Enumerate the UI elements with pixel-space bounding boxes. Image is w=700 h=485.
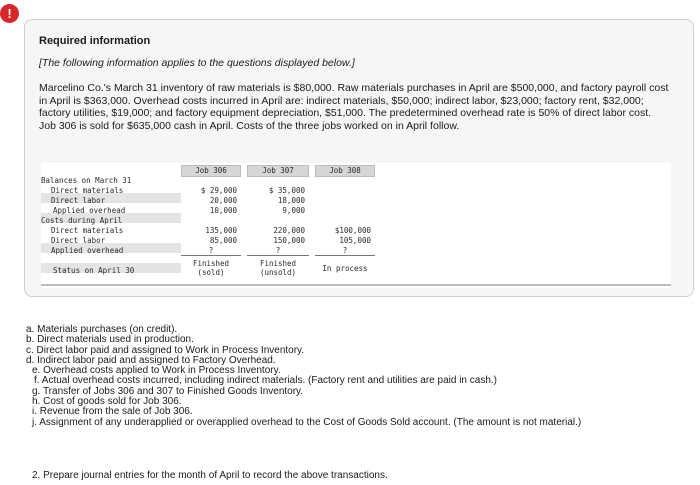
panel-note: [The following information applies to the questions displayed below.] (39, 57, 355, 69)
cell: 220,000 (273, 226, 305, 235)
question-prompt: 2. Prepare journal entries for the month of April to record the above transactions. (32, 470, 388, 481)
section-costs: Costs during April (41, 216, 123, 225)
col-job-306: Job 306 (181, 165, 241, 177)
table-bottom-rule (41, 284, 671, 286)
job-cost-table (41, 163, 671, 288)
status-job-306: Finished (192, 259, 230, 268)
list-item: j. Assignment of any underapplied or overapplied overhead to the Cost of Goods Sold account. (The amount is not material.) (32, 416, 582, 428)
row-label: Applied overhead (51, 246, 124, 255)
cell: $ 35,000 (268, 186, 305, 195)
list-item: h. Cost of goods sold for Job 306. (32, 396, 182, 408)
col-job-308: Job 308 (315, 165, 375, 177)
panel-heading: Required information (39, 35, 151, 47)
list-item: g. Transfer of Jobs 306 and 307 to Finished Goods Inventory. (32, 385, 304, 397)
list-item: i. Revenue from the sale of Job 306. (32, 406, 193, 418)
problem-description: Marcelino Co.'s March 31 inventory of raw materials is $80,000. Raw materials purchases in April are $500,000, and factory payroll cost in April is $363,000. Overhead costs incurred in April are: indirect materials, $50,000; indirect labor, $23,000; factory rent, $32,000; factory utilities, $19,000; and factory equipment depreciation, $51,000. The predetermined overhead rate is 50% of direct labor cost. Job 306 is sold for $635,000 cash in April. Costs of the three jobs worked on in April follow. (39, 82, 669, 132)
cell: ? (275, 246, 281, 255)
cell: 85,000 (209, 236, 237, 245)
cell: ? (342, 246, 348, 255)
cell: 20,000 (209, 196, 237, 205)
col-job-307: Job 307 (247, 165, 309, 177)
cell: 10,000 (209, 206, 237, 215)
cell: 18,000 (277, 196, 305, 205)
row-label: Direct materials (51, 186, 124, 195)
cell: $ 29,000 (200, 186, 237, 195)
transaction-list (26, 325, 581, 428)
row-label: Direct materials (51, 226, 124, 235)
cell: ? (208, 246, 214, 255)
cell: $100,000 (334, 226, 371, 235)
required-information-panel (24, 19, 694, 297)
cell: 150,000 (273, 236, 305, 245)
row-label: Applied overhead (53, 206, 126, 215)
cell: 135,000 (205, 226, 237, 235)
list-item: a. Materials purchases (on credit). (26, 324, 178, 335)
cell: 105,000 (339, 236, 371, 245)
status-job-308: In process (322, 264, 368, 273)
list-item: b. Direct materials used in production. (26, 334, 194, 346)
status-job-306-sub: (sold) (197, 268, 225, 277)
status-job-307-sub: (unsold) (259, 268, 297, 277)
list-item: e. Overhead costs applied to Work in Process Inventory. (32, 365, 281, 377)
alert-icon: ! (0, 4, 19, 23)
row-label: Direct labor (51, 196, 106, 205)
status-job-307: Finished (259, 259, 297, 268)
list-item: c. Direct labor paid and assigned to Work in Process Inventory. (26, 344, 305, 356)
status-label: Status on April 30 (53, 266, 135, 275)
section-balances: Balances on March 31 (41, 176, 132, 185)
list-item: d. Indirect labor paid and assigned to Factory Overhead. (26, 354, 276, 366)
list-item: f. Actual overhead costs incurred, including indirect materials. (Factory rent and utilities are paid in cash.) (34, 375, 497, 387)
cell: 9,000 (282, 206, 305, 215)
row-label: Direct labor (51, 236, 106, 245)
